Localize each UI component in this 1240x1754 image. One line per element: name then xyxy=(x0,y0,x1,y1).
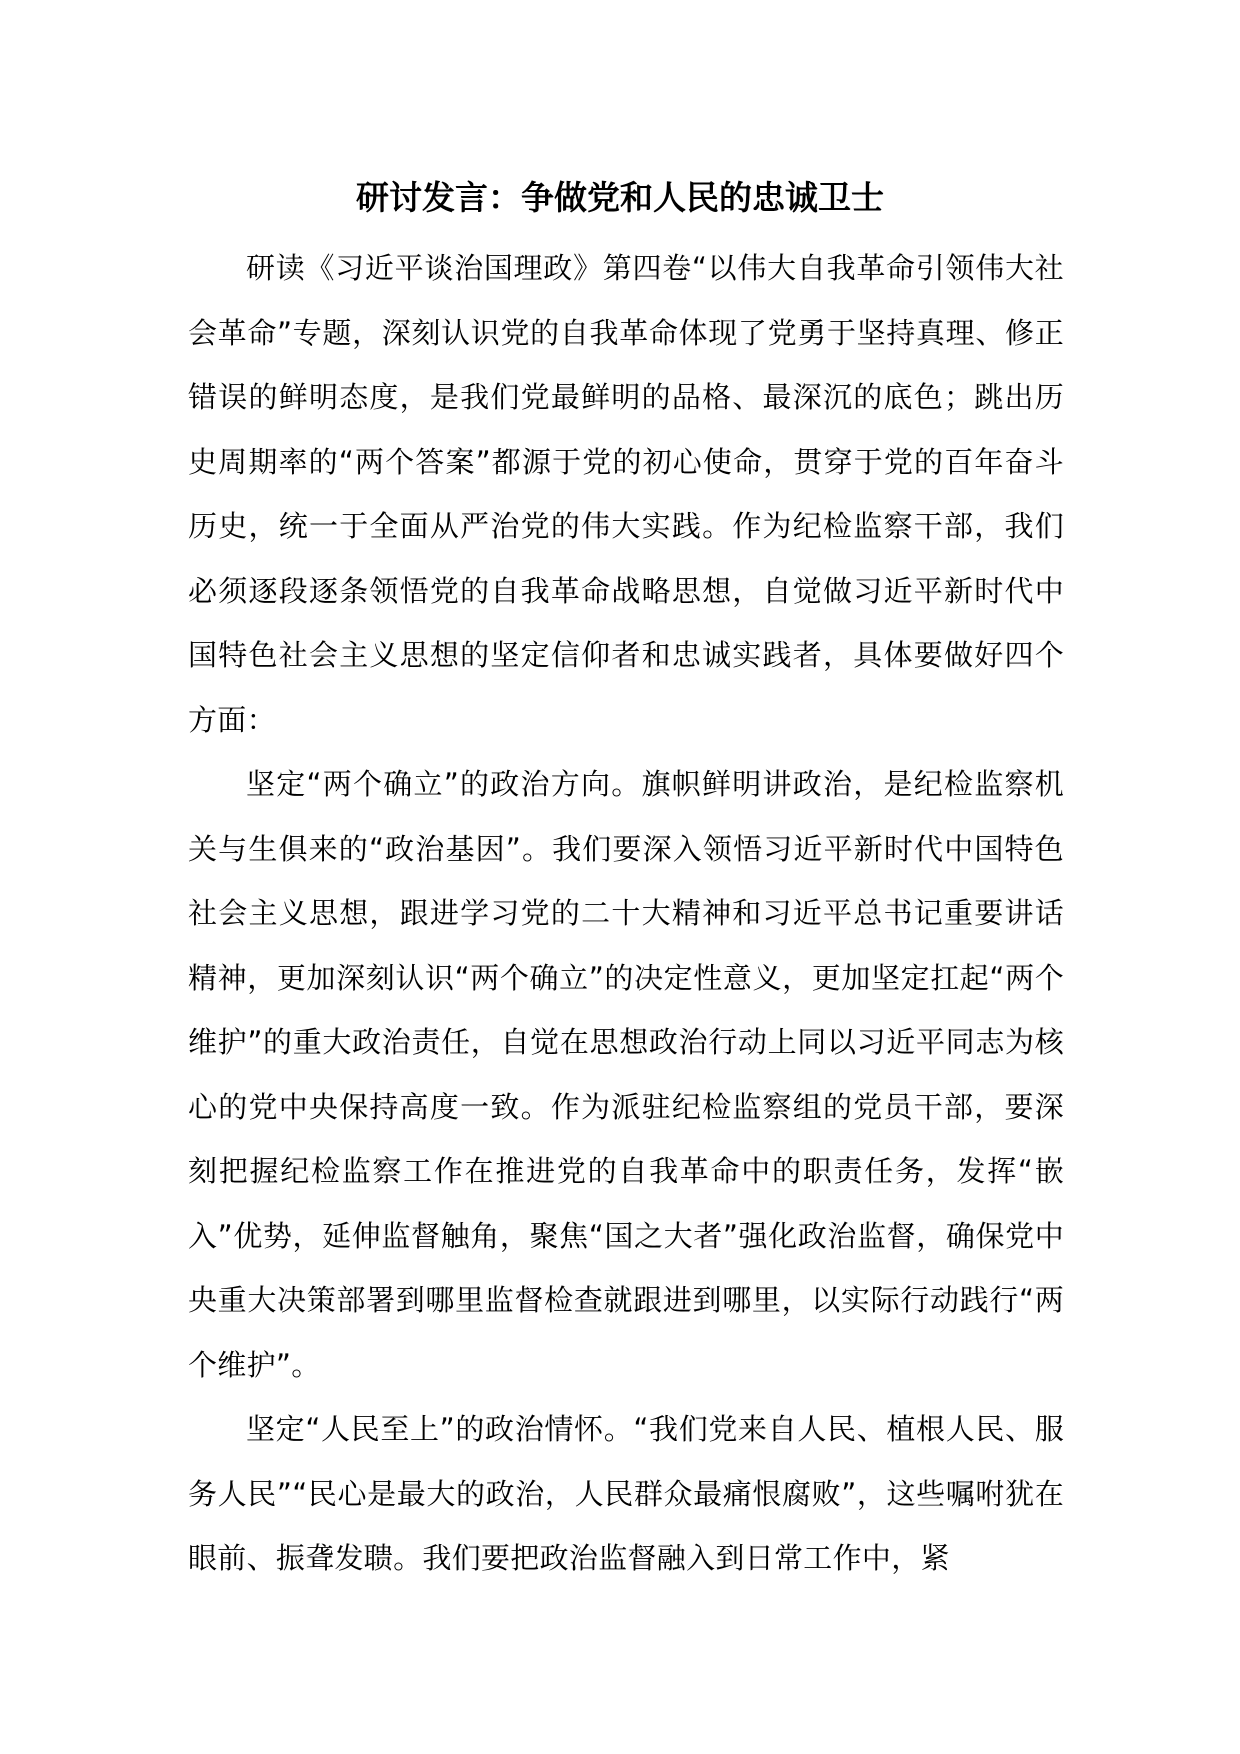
paragraph-people-first: 坚定“人民至上”的政治情怀。“我们党来自人民、植根人民、服务人民”“民心是最大的政治，人民群众最痛恨腐败”，这些嘱咐犹在眼前、振聋发聩。我们要把政治监督融入到日常工作中，紧 xyxy=(188,1412,1064,1575)
paragraph-two-establishments: 坚定“两个确立”的政治方向。旗帜鲜明讲政治，是纪检监察机关与生俱来的“政治基因”。我们要深入领悟习近平新时代中国特色社会主义思想，跟进学习党的二十大精神和习近平总书记重要讲话精神，更加深刻认识“两个确立”的决定性意义，更加坚定扛起“两个维护”的重大政治责任，自觉在思想政治行动上同以习近平同志为核心的党中央保持高度一致。作为派驻纪检监察组的党员干部，要深刻把握纪检监察工作在推进党的自我革命中的职责任务，发挥“嵌入”优势，延伸监督触角，聚焦“国之大者”强化政治监督，确保党中央重大决策部署到哪里监督检查就跟进到哪里，以实际行动践行“两个维护”。 xyxy=(188,767,1064,1382)
paragraph-intro: 研读《习近平谈治国理政》第四卷“以伟大自我革命引领伟大社会革命”专题，深刻认识党的自我革命体现了党勇于坚持真理、修正错误的鲜明态度，是我们党最鲜明的品格、最深沉的底色；跳出历史周期率的“两个答案”都源于党的初心使命，贯穿于党的百年奋斗历史，统一于全面从严治党的伟大实践。作为纪检监察干部，我们必须逐段逐条领悟党的自我革命战略思想，自觉做习近平新时代中国特色社会主义思想的坚定信仰者和忠诚实践者，具体要做好四个方面： xyxy=(188,251,1064,737)
document-body xyxy=(188,236,1064,1591)
document-title: 研讨发言：争做党和人民的忠诚卫士 xyxy=(356,178,884,217)
